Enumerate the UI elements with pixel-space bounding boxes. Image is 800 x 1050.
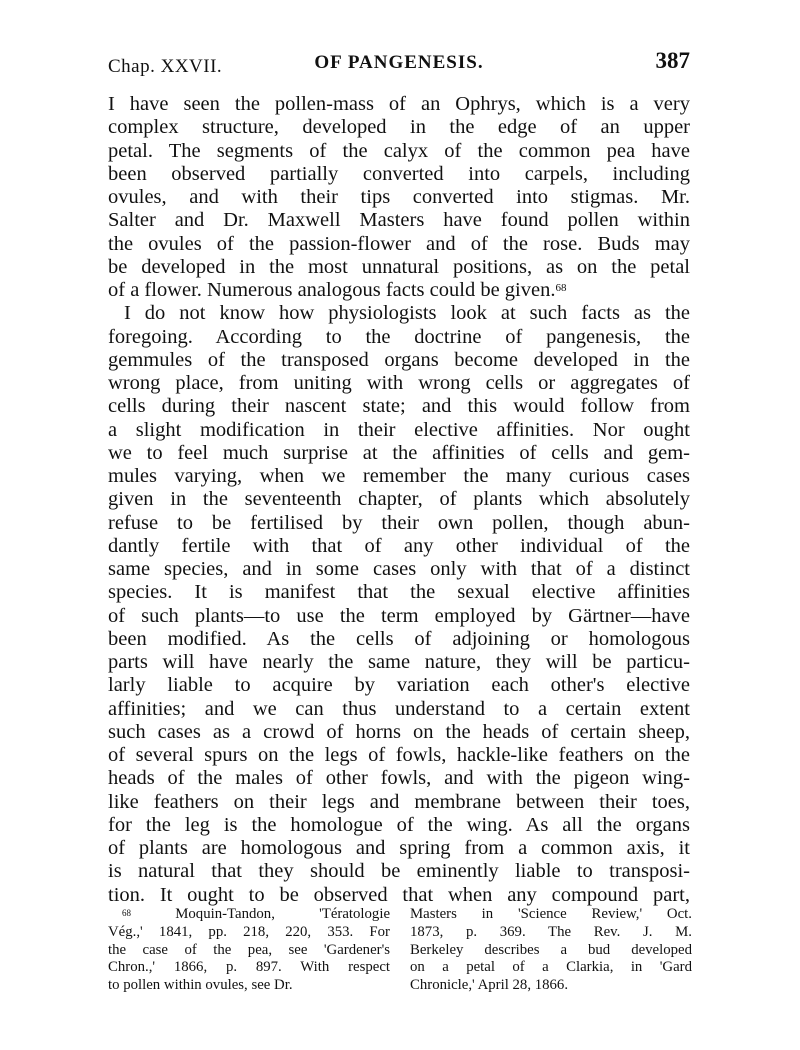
footnote-column-right [410, 906, 692, 995]
footnote-line [108, 959, 390, 977]
body-line-text: ovules, and with their tips converted into stigmas. Mr. [108, 186, 690, 208]
body-line [108, 256, 690, 279]
body-line-text: mules varying, when we remember the many curious cases [108, 465, 690, 487]
body-line [108, 535, 690, 558]
body-line [108, 395, 690, 418]
body-line-text: Salter and Dr. Maxwell Masters have found pollen within [108, 209, 690, 232]
footnote-line [108, 906, 390, 924]
footnote-text: Moquin-Tandon, 'Tératologie [175, 906, 391, 922]
body-line-text: affinities; and we can thus understand to a certain extent [108, 697, 690, 720]
body-line [108, 140, 690, 163]
body-line [108, 581, 690, 604]
body-line [108, 465, 690, 488]
footnote-line [410, 942, 692, 960]
footnote-line [108, 924, 390, 942]
body-line-text: of a flower. Numerous analogous facts could be given. [108, 279, 556, 301]
body-line-text: parts will have nearly the same nature, they will be particu- [108, 651, 690, 673]
footnote-column-left [108, 906, 390, 995]
body-line-text: I have seen the pollen-mass of an Ophrys, which is a very [108, 93, 690, 115]
body-line-text: species. It is manifest that the sexual elective affinities [108, 581, 690, 604]
body-line [108, 674, 690, 697]
page-number: 387 [655, 48, 690, 73]
footnote-text: Masters in 'Science Review,' Oct. [410, 906, 692, 922]
body-line [108, 605, 690, 628]
footnote-number: 68 [122, 908, 131, 918]
body-line-text: of several spurs on the legs of fowls, hackle-like feathers on the [108, 744, 690, 766]
body-line [108, 744, 690, 767]
body-line-text: same species, and in some cases only with that of a distinct [108, 558, 690, 580]
body-line [108, 209, 690, 232]
body-line [108, 349, 690, 372]
body-line [108, 651, 690, 674]
footnote-line [410, 977, 692, 995]
footnote-text: to pollen within ovules, see Dr. [108, 977, 293, 994]
body-line [108, 698, 690, 721]
body-line-text: been modified. As the cells of adjoining or homologous [108, 627, 690, 650]
footnote-line [410, 959, 692, 977]
running-title: OF PANGENESIS. [314, 52, 484, 73]
body-line-text: petal. The segments of the calyx of the common pea have [108, 139, 690, 162]
footnote-text: Chronicle,' April 28, 1866. [410, 977, 569, 994]
chapter-label: Chap. XXVII. [108, 56, 223, 77]
body-line [108, 116, 690, 139]
body-line [108, 488, 690, 511]
body-line-text: gemmules of the transposed organs become developed in the [108, 348, 690, 371]
body-line [108, 372, 690, 395]
body-line [108, 791, 690, 814]
footnote-reference: 68 [555, 282, 567, 294]
body-line-text: like feathers on their legs and membrane between their toes, [108, 790, 690, 813]
body-line [108, 512, 690, 535]
body-line-text: for the leg is the homologue of the wing. As all the organs [108, 813, 690, 836]
body-line-text: we to feel much surprise at the affinities of cells and gem- [108, 441, 690, 464]
footnote-text: Chron.,' 1866, p. 897. With respect [108, 959, 390, 976]
body-line-text: dantly fertile with that of any other individual of the [108, 534, 690, 557]
body-line-text: heads of the males of other fowls, and with the pigeon wing- [108, 767, 690, 790]
body-line [108, 163, 690, 186]
body-line [108, 93, 690, 116]
body-line-text: refuse to be fertilised by their own pollen, though abun- [108, 511, 690, 534]
body-line-text: of plants are homologous and spring from a common axis, it [108, 837, 690, 859]
body-line [108, 442, 690, 465]
footnote-line [108, 942, 390, 960]
footnote-line [108, 977, 390, 995]
body-text [108, 93, 690, 907]
body-line-text: such cases as a crowd of horns on the heads of certain sheep, [108, 720, 690, 743]
body-line [108, 302, 690, 325]
body-line-text: wrong place, from uniting with wrong cells or aggregates of [108, 372, 690, 394]
body-line-text: I do not know how physiologists look at such facts as the [124, 302, 690, 325]
body-line [108, 326, 690, 349]
body-line [108, 814, 690, 837]
body-line-text: larly liable to acquire by variation each other's elective [108, 674, 690, 697]
running-header [108, 44, 690, 84]
body-line-text: of such plants—to use the term employed by Gärtner—have [108, 604, 690, 627]
body-line [108, 628, 690, 651]
body-line-text: cells during their nascent state; and this would follow from [108, 395, 690, 418]
body-line [108, 721, 690, 744]
body-line [108, 186, 690, 209]
body-line-text: the ovules of the passion-flower and of the rose. Buds may [108, 232, 690, 255]
body-line [108, 860, 690, 883]
footnote-text: Berkeley describes a bud developed [410, 941, 692, 958]
body-line-text: given in the seventeenth chapter, of plants which absolutely [108, 488, 690, 511]
body-line-text: is natural that they should be eminently liable to transposi- [108, 860, 690, 883]
body-line [108, 279, 690, 302]
footnote-text: Vég.,' 1841, pp. 218, 220, 353. For [108, 923, 390, 940]
footnote-text: 1873, p. 369. The Rev. J. M. [410, 923, 692, 940]
footnote-line [410, 906, 692, 924]
footnote-line [410, 924, 692, 942]
body-line [108, 837, 690, 860]
body-line-text: been observed partially converted into carpels, including [108, 162, 690, 185]
body-line [108, 419, 690, 442]
body-line [108, 884, 690, 907]
body-line-text: be developed in the most unnatural positions, as on the petal [108, 255, 690, 278]
body-line-text: a slight modification in their elective affinities. Nor ought [108, 418, 690, 441]
body-line [108, 233, 690, 256]
body-line [108, 767, 690, 790]
body-line [108, 558, 690, 581]
body-line-text: tion. It ought to be observed that when any compound part, [108, 883, 690, 906]
body-line-text: foregoing. According to the doctrine of pangenesis, the [108, 325, 690, 348]
body-line-text: complex structure, developed in the edge of an upper [108, 116, 690, 139]
footnote-text: the case of the pea, see 'Gardener's [108, 941, 390, 958]
footnote-text: on a petal of a Clarkia, in 'Gard [410, 959, 692, 976]
